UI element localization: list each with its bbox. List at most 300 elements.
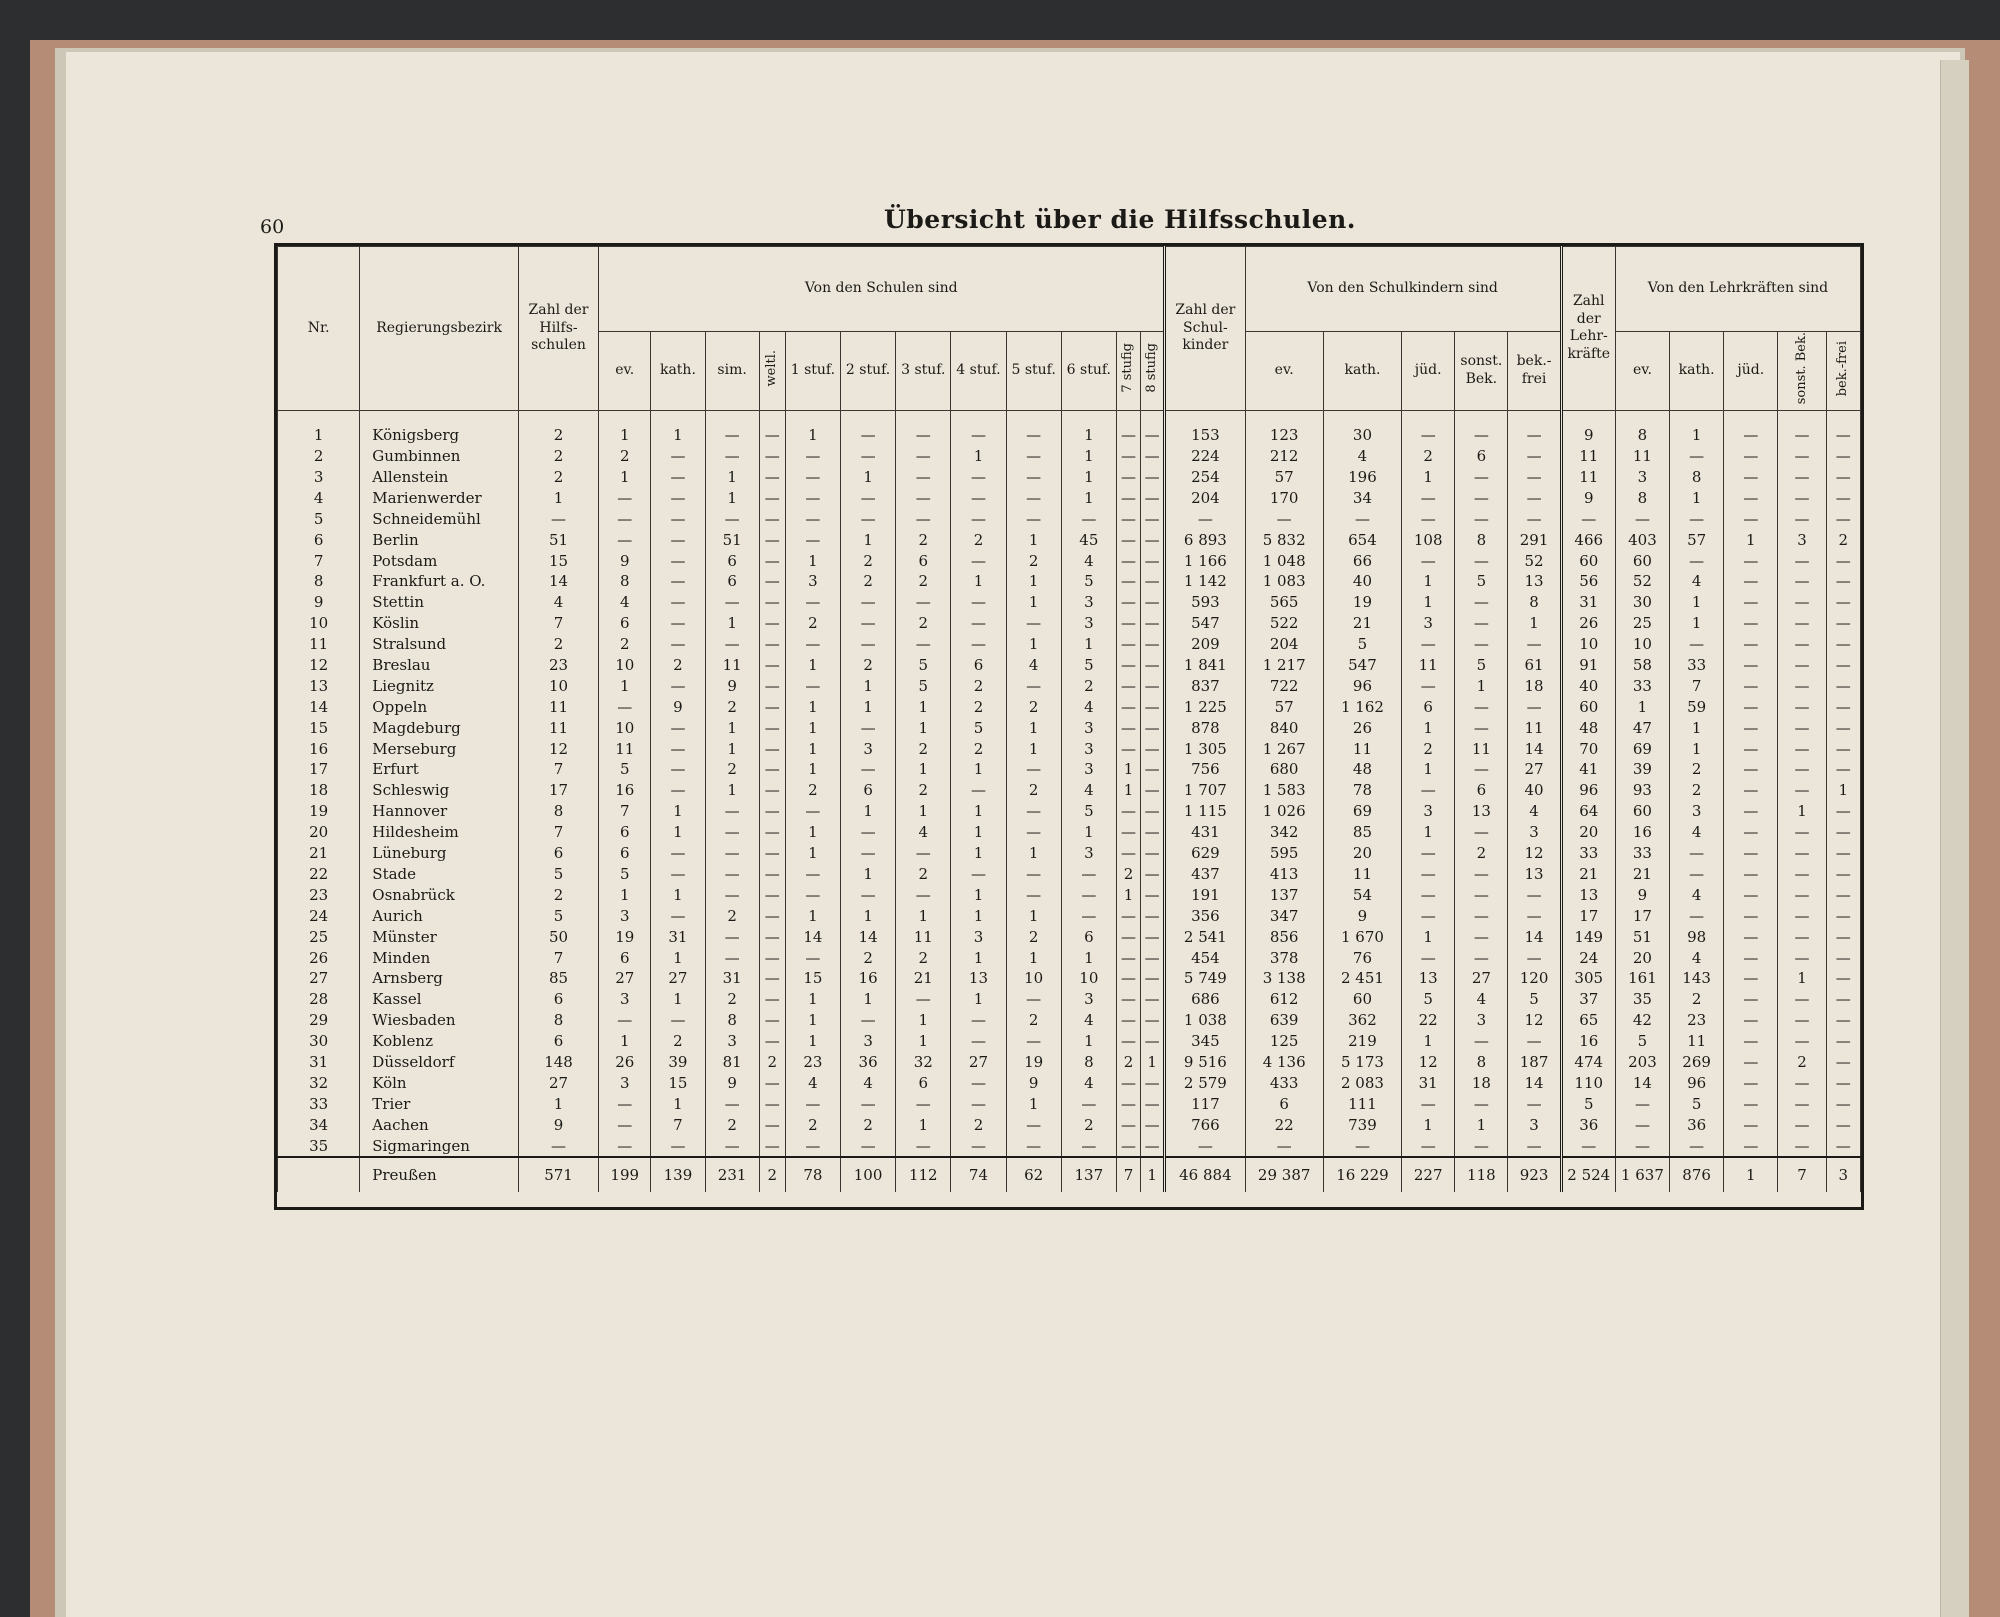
- table-row: [278, 717, 1861, 738]
- table-cell: 19: [599, 926, 651, 947]
- table-cell: —: [705, 926, 759, 947]
- table-cell: 27: [599, 968, 651, 989]
- table-cell: 923: [1508, 1157, 1561, 1192]
- table-cell: 27: [518, 1072, 598, 1093]
- table-cell: 5: [951, 717, 1006, 738]
- table-cell: 1: [1455, 675, 1508, 696]
- table-cell: —: [1724, 613, 1778, 634]
- table-cell: 191: [1165, 884, 1245, 905]
- table-cell: 46 884: [1165, 1157, 1245, 1192]
- page-number: 60: [260, 216, 285, 238]
- table-cell: 8: [518, 1010, 598, 1031]
- table-cell: —: [1116, 696, 1140, 717]
- table-cell: 11: [1561, 446, 1615, 467]
- table-cell: 3: [1508, 822, 1561, 843]
- table-cell: —: [1402, 843, 1455, 864]
- table-cell: 9 516: [1165, 1052, 1245, 1073]
- bezirk-name: Aachen: [360, 1114, 519, 1135]
- table-cell: 1: [785, 989, 840, 1010]
- table-cell: 1: [1141, 1157, 1165, 1192]
- table-cell: —: [841, 508, 896, 529]
- table-cell: 31: [705, 968, 759, 989]
- table-cell: 6: [705, 571, 759, 592]
- table-cell: —: [651, 905, 705, 926]
- header-2-stuf: 2 stuf.: [841, 332, 896, 411]
- table-cell: —: [1778, 655, 1826, 676]
- table-cell: 18: [1508, 675, 1561, 696]
- table-cell: —: [785, 801, 840, 822]
- table-cell: 11: [705, 655, 759, 676]
- table-cell: 1 583: [1245, 780, 1323, 801]
- table-cell: —: [759, 947, 785, 968]
- table-cell: 639: [1245, 1010, 1323, 1031]
- table-cell: 209: [1165, 634, 1245, 655]
- table-cell: 1: [785, 759, 840, 780]
- table-cell: 5: [896, 675, 951, 696]
- table-cell: 10: [599, 717, 651, 738]
- table-cell: 1: [1508, 613, 1561, 634]
- table-cell: 17: [1615, 905, 1669, 926]
- table-cell: 39: [651, 1052, 705, 1073]
- table-cell: 33: [1615, 843, 1669, 864]
- table-cell: —: [705, 1135, 759, 1157]
- table-cell: 2: [1826, 529, 1860, 550]
- table-cell: 9: [1561, 410, 1615, 445]
- table-cell: 1: [951, 822, 1006, 843]
- table-cell: 378: [1245, 947, 1323, 968]
- table-cell: 17: [518, 780, 598, 801]
- table-cell: —: [1116, 487, 1140, 508]
- table-cell: —: [1724, 905, 1778, 926]
- table-cell: 27: [651, 968, 705, 989]
- table-cell: 2: [896, 780, 951, 801]
- table-cell: 16 229: [1323, 1157, 1401, 1192]
- table-cell: —: [1402, 1093, 1455, 1114]
- row-number: 14: [278, 696, 360, 717]
- table-cell: —: [785, 864, 840, 885]
- table-cell: —: [785, 487, 840, 508]
- table-cell: 1: [1061, 634, 1116, 655]
- table-row: [278, 864, 1861, 885]
- table-cell: —: [1778, 410, 1826, 445]
- table-cell: —: [1116, 1114, 1140, 1135]
- table-cell: 356: [1165, 905, 1245, 926]
- table-cell: —: [1778, 487, 1826, 508]
- table-cell: 60: [1323, 989, 1401, 1010]
- table-cell: 199: [599, 1157, 651, 1192]
- table-cell: 5: [1061, 655, 1116, 676]
- header-kinder-bek-frei: bek.-frei: [1508, 332, 1561, 411]
- table-cell: —: [1724, 1010, 1778, 1031]
- table-cell: —: [1141, 487, 1165, 508]
- table-cell: 5: [1455, 655, 1508, 676]
- table-cell: —: [896, 1093, 951, 1114]
- table-cell: 21: [1323, 613, 1401, 634]
- table-cell: 345: [1165, 1031, 1245, 1052]
- table-cell: 4: [1670, 822, 1724, 843]
- table-cell: —: [1116, 1135, 1140, 1157]
- table-cell: —: [1141, 738, 1165, 759]
- table-cell: —: [1141, 571, 1165, 592]
- table-cell: —: [518, 508, 598, 529]
- table-cell: —: [896, 1135, 951, 1157]
- table-cell: 522: [1245, 613, 1323, 634]
- table-cell: 680: [1245, 759, 1323, 780]
- table-cell: 2: [1006, 1010, 1061, 1031]
- table-cell: 1: [896, 801, 951, 822]
- row-number: 10: [278, 613, 360, 634]
- table-cell: —: [1141, 675, 1165, 696]
- bezirk-name: Hildesheim: [360, 822, 519, 843]
- table-cell: —: [1116, 968, 1140, 989]
- table-cell: —: [785, 529, 840, 550]
- table-cell: 30: [1323, 410, 1401, 445]
- table-cell: 6: [518, 989, 598, 1010]
- table-cell: —: [705, 864, 759, 885]
- table-cell: —: [759, 467, 785, 488]
- table-cell: 9: [1323, 905, 1401, 926]
- page-title: Übersicht über die Hilfsschulen.: [884, 205, 1356, 234]
- table-cell: —: [1724, 843, 1778, 864]
- table-cell: —: [1508, 905, 1561, 926]
- table-cell: —: [1116, 675, 1140, 696]
- table-cell: —: [1615, 1135, 1669, 1157]
- table-cell: 1: [1116, 759, 1140, 780]
- table-cell: 11: [1402, 655, 1455, 676]
- bezirk-name: Merseburg: [360, 738, 519, 759]
- table-cell: 3: [1061, 759, 1116, 780]
- table-cell: 4: [1006, 655, 1061, 676]
- table-cell: 231: [705, 1157, 759, 1192]
- table-cell: 2: [785, 613, 840, 634]
- table-cell: 4 136: [1245, 1052, 1323, 1073]
- table-cell: —: [1724, 550, 1778, 571]
- table-cell: 148: [518, 1052, 598, 1073]
- table-cell: 1: [1061, 1031, 1116, 1052]
- table-cell: 856: [1245, 926, 1323, 947]
- table-cell: —: [1141, 843, 1165, 864]
- table-cell: 1: [896, 696, 951, 717]
- table-cell: 15: [651, 1072, 705, 1093]
- table-cell: 1: [1006, 571, 1061, 592]
- table-cell: 96: [1561, 780, 1615, 801]
- table-cell: —: [951, 1031, 1006, 1052]
- table-cell: 1 142: [1165, 571, 1245, 592]
- row-number: 28: [278, 989, 360, 1010]
- table-cell: —: [1778, 905, 1826, 926]
- table-cell: 23: [785, 1052, 840, 1073]
- table-cell: —: [1061, 1093, 1116, 1114]
- table-cell: 1: [1670, 717, 1724, 738]
- table-cell: —: [1455, 696, 1508, 717]
- table-cell: 1: [599, 467, 651, 488]
- table-cell: 31: [1402, 1072, 1455, 1093]
- table-cell: 31: [651, 926, 705, 947]
- table-row: [278, 738, 1861, 759]
- table-cell: 1: [841, 696, 896, 717]
- table-cell: —: [1670, 843, 1724, 864]
- table-cell: —: [1141, 822, 1165, 843]
- table-cell: 20: [1615, 947, 1669, 968]
- table-cell: —: [1724, 968, 1778, 989]
- table-cell: —: [759, 926, 785, 947]
- table-cell: —: [599, 508, 651, 529]
- table-cell: —: [651, 843, 705, 864]
- row-number: 33: [278, 1093, 360, 1114]
- table-cell: —: [1006, 1031, 1061, 1052]
- table-cell: 57: [1245, 696, 1323, 717]
- table-cell: 2: [1670, 759, 1724, 780]
- table-cell: 4: [1455, 989, 1508, 1010]
- table-cell: 60: [1615, 550, 1669, 571]
- table-cell: —: [1724, 1052, 1778, 1073]
- table-cell: —: [599, 529, 651, 550]
- table-cell: —: [841, 592, 896, 613]
- table-cell: —: [841, 1093, 896, 1114]
- table-cell: —: [759, 446, 785, 467]
- table-cell: 2: [785, 780, 840, 801]
- table-cell: 8: [1455, 1052, 1508, 1073]
- table-cell: —: [651, 467, 705, 488]
- table-cell: —: [1508, 410, 1561, 445]
- table-cell: 48: [1323, 759, 1401, 780]
- table-cell: 13: [1561, 884, 1615, 905]
- table-row: [278, 759, 1861, 780]
- bezirk-name: Aurich: [360, 905, 519, 926]
- table-cell: 76: [1323, 947, 1401, 968]
- table-cell: —: [1455, 508, 1508, 529]
- table-cell: 1 267: [1245, 738, 1323, 759]
- table-cell: —: [1670, 446, 1724, 467]
- table-cell: 204: [1165, 487, 1245, 508]
- table-cell: 1: [896, 1031, 951, 1052]
- table-cell: —: [896, 592, 951, 613]
- table-cell: 1: [1061, 822, 1116, 843]
- table-cell: 3: [1670, 801, 1724, 822]
- table-cell: —: [1615, 1093, 1669, 1114]
- bezirk-name: Magdeburg: [360, 717, 519, 738]
- table-cell: 5: [1455, 571, 1508, 592]
- table-row: [278, 529, 1861, 550]
- table-cell: —: [1724, 738, 1778, 759]
- table-cell: 3: [841, 738, 896, 759]
- table-cell: —: [1826, 864, 1860, 885]
- table-cell: 33: [1561, 843, 1615, 864]
- table-cell: —: [1724, 487, 1778, 508]
- table-cell: 9: [651, 696, 705, 717]
- table-cell: 25: [1615, 613, 1669, 634]
- table-row: [278, 508, 1861, 529]
- table-cell: 1: [785, 410, 840, 445]
- table-cell: 739: [1323, 1114, 1401, 1135]
- table-cell: —: [1724, 801, 1778, 822]
- table-cell: —: [1455, 1031, 1508, 1052]
- table-cell: 1: [785, 655, 840, 676]
- table-cell: 1: [1006, 1093, 1061, 1114]
- table-cell: —: [759, 1093, 785, 1114]
- table-row: [278, 1072, 1861, 1093]
- table-cell: —: [1826, 1114, 1860, 1135]
- table-cell: —: [705, 947, 759, 968]
- table-cell: —: [1116, 592, 1140, 613]
- table-cell: —: [841, 487, 896, 508]
- table-cell: —: [1826, 696, 1860, 717]
- table-cell: —: [705, 822, 759, 843]
- row-number: 16: [278, 738, 360, 759]
- table-cell: —: [1826, 926, 1860, 947]
- table-cell: —: [785, 1093, 840, 1114]
- table-cell: 1: [599, 1031, 651, 1052]
- table-cell: —: [1670, 905, 1724, 926]
- table-cell: —: [599, 1093, 651, 1114]
- table-cell: 8: [1615, 487, 1669, 508]
- table-cell: —: [1826, 487, 1860, 508]
- table-row: [278, 675, 1861, 696]
- table-cell: —: [1826, 1010, 1860, 1031]
- table-cell: —: [1778, 989, 1826, 1010]
- table-cell: —: [705, 410, 759, 445]
- table-cell: —: [651, 550, 705, 571]
- table-cell: 8: [518, 801, 598, 822]
- table-cell: 3: [1402, 613, 1455, 634]
- table-cell: 143: [1670, 968, 1724, 989]
- table-cell: 14: [1508, 1072, 1561, 1093]
- table-cell: —: [1061, 905, 1116, 926]
- header-kinder-ev: ev.: [1245, 332, 1323, 411]
- header-kinder-sonst-bek: sonst. Bek.: [1455, 332, 1508, 411]
- table-cell: 2: [1455, 843, 1508, 864]
- header-kinder-kath: kath.: [1323, 332, 1401, 411]
- table-cell: 23: [518, 655, 598, 676]
- table-cell: 11: [518, 696, 598, 717]
- table-cell: 85: [518, 968, 598, 989]
- table-row: [278, 655, 1861, 676]
- table-cell: —: [1141, 947, 1165, 968]
- table-cell: 11: [599, 738, 651, 759]
- table-cell: —: [896, 508, 951, 529]
- table-cell: 58: [1615, 655, 1669, 676]
- header-zahl-hilfsschulen: Zahl der Hilfs-schulen: [518, 247, 598, 411]
- row-number: 34: [278, 1114, 360, 1135]
- table-cell: 219: [1323, 1031, 1401, 1052]
- table-cell: —: [1778, 822, 1826, 843]
- table-row: [278, 1052, 1861, 1073]
- table-cell: —: [1826, 1135, 1860, 1157]
- table-cell: —: [1245, 508, 1323, 529]
- table-cell: —: [1165, 1135, 1245, 1157]
- table-row: [278, 822, 1861, 843]
- table-cell: 39: [1615, 759, 1669, 780]
- table-cell: 60: [1561, 550, 1615, 571]
- table-cell: —: [785, 884, 840, 905]
- table-cell: 1: [785, 696, 840, 717]
- table-cell: —: [1402, 634, 1455, 655]
- table-cell: 4: [1670, 947, 1724, 968]
- table-cell: —: [1402, 508, 1455, 529]
- table-cell: —: [1006, 864, 1061, 885]
- row-number: 7: [278, 550, 360, 571]
- table-cell: 1: [1670, 592, 1724, 613]
- table-cell: 7: [1670, 675, 1724, 696]
- table-cell: —: [1116, 655, 1140, 676]
- table-cell: 1 670: [1323, 926, 1401, 947]
- bezirk-name: Allenstein: [360, 467, 519, 488]
- bezirk-name: Lüneburg: [360, 843, 519, 864]
- table-cell: —: [1670, 634, 1724, 655]
- table-cell: 1: [1006, 529, 1061, 550]
- table-cell: —: [951, 1010, 1006, 1031]
- table-cell: —: [1724, 1031, 1778, 1052]
- table-cell: 722: [1245, 675, 1323, 696]
- table-cell: 4: [1508, 801, 1561, 822]
- table-cell: —: [1778, 1010, 1826, 1031]
- table-cell: —: [1402, 905, 1455, 926]
- table-cell: —: [705, 508, 759, 529]
- table-cell: —: [1615, 1114, 1669, 1135]
- table-cell: 2: [841, 571, 896, 592]
- table-cell: —: [951, 550, 1006, 571]
- bezirk-name: Stralsund: [360, 634, 519, 655]
- table-cell: 4: [841, 1072, 896, 1093]
- header-4-stuf: 4 stuf.: [951, 332, 1006, 411]
- table-cell: —: [951, 634, 1006, 655]
- table-cell: —: [1141, 550, 1165, 571]
- table-cell: —: [896, 634, 951, 655]
- table-cell: —: [1455, 550, 1508, 571]
- table-cell: 1: [841, 529, 896, 550]
- table-cell: —: [1508, 696, 1561, 717]
- table-cell: 13: [1402, 968, 1455, 989]
- table-cell: 2: [841, 947, 896, 968]
- table-cell: —: [759, 738, 785, 759]
- table-cell: 65: [1561, 1010, 1615, 1031]
- bezirk-name: Berlin: [360, 529, 519, 550]
- row-number: 17: [278, 759, 360, 780]
- table-cell: —: [951, 592, 1006, 613]
- table-row: [278, 947, 1861, 968]
- bezirk-name: Osnabrück: [360, 884, 519, 905]
- table-cell: —: [896, 487, 951, 508]
- table-cell: 3: [1061, 989, 1116, 1010]
- table-cell: —: [1006, 759, 1061, 780]
- table-cell: —: [1778, 571, 1826, 592]
- table-cell: 125: [1245, 1031, 1323, 1052]
- table-cell: —: [1141, 884, 1165, 905]
- table-cell: —: [651, 487, 705, 508]
- table-cell: —: [759, 634, 785, 655]
- table-cell: 212: [1245, 446, 1323, 467]
- table-cell: —: [1826, 947, 1860, 968]
- table-cell: 1: [1778, 801, 1826, 822]
- table-cell: 1: [1670, 487, 1724, 508]
- header-lehrer-bek-frei: [1826, 332, 1860, 411]
- table-cell: 21: [896, 968, 951, 989]
- table-cell: 11: [1508, 717, 1561, 738]
- table-cell: —: [759, 822, 785, 843]
- row-number: 21: [278, 843, 360, 864]
- header-schulen-group: Von den Schulen sind: [599, 247, 1165, 332]
- table-cell: 52: [1615, 571, 1669, 592]
- header-1-stuf: 1 stuf.: [785, 332, 840, 411]
- table-cell: —: [599, 1114, 651, 1135]
- table-cell: —: [841, 410, 896, 445]
- bezirk-name: Köln: [360, 1072, 519, 1093]
- table-cell: 1: [1116, 884, 1140, 905]
- table-cell: 227: [1402, 1157, 1455, 1192]
- table-cell: 4: [518, 592, 598, 613]
- table-cell: 840: [1245, 717, 1323, 738]
- table-cell: —: [1455, 905, 1508, 926]
